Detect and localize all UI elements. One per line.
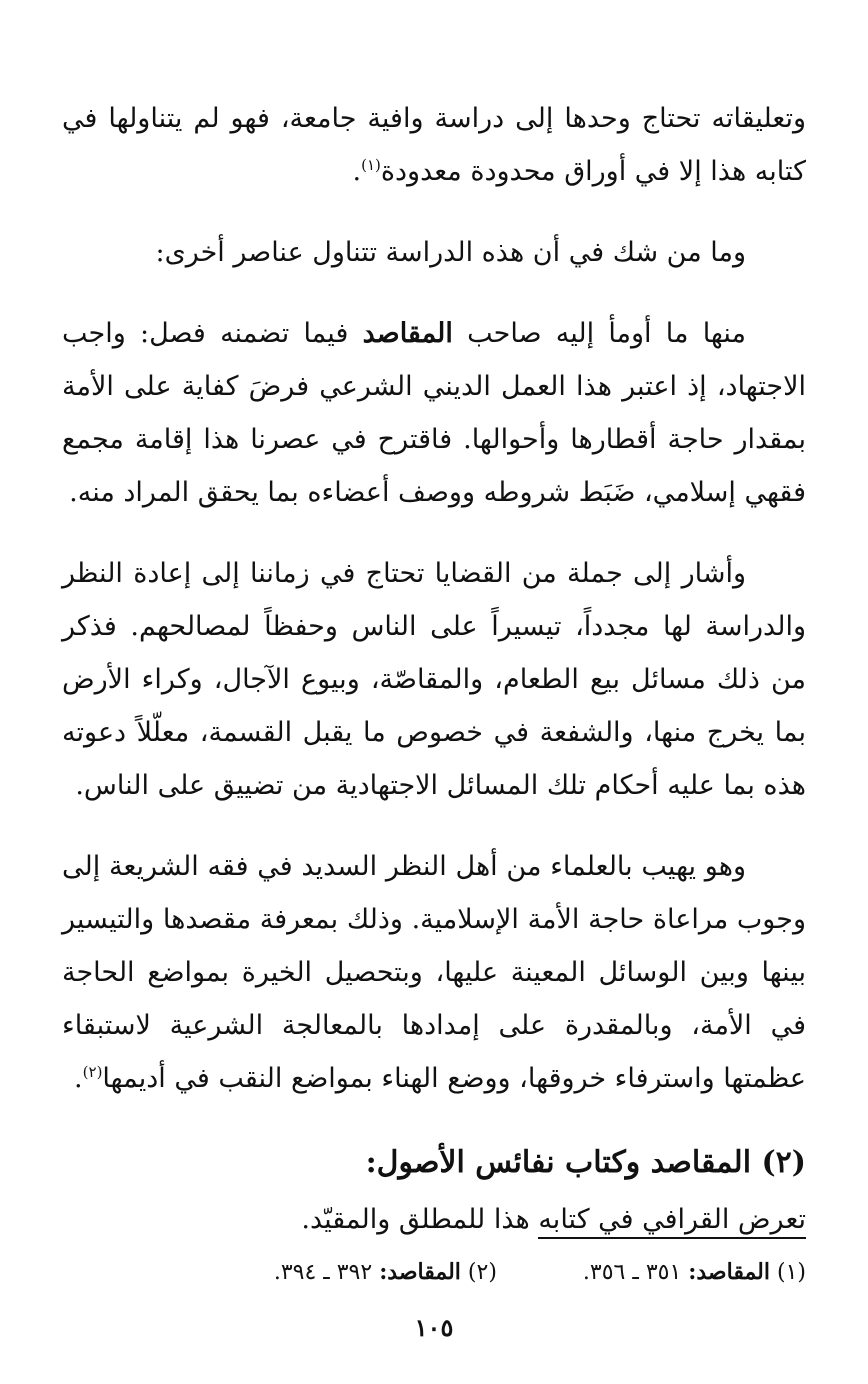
- paragraph-2-text: وما من شك في أن هذه الدراسة تتناول عناصر أخرى:: [155, 237, 746, 268]
- paragraph-5: [62, 840, 806, 1105]
- paragraph-4: [62, 547, 806, 812]
- page-body: [62, 92, 806, 1246]
- footnote-2: [274, 1252, 497, 1293]
- footnote-1: [583, 1252, 806, 1293]
- paragraph-5-text: وهو يهيب بالعلماء من أهل النظر السديد في فقه الشريعة إلى وجوب مراعاة حاجة الأمة الإسلامية. وذلك بمعرفة مقصدها والتيسير بينها وبين الوسائل المعينة عليها، وبتحصيل الخيرة بمواضع الحاجة في الأمة، وبالمقدرة على إمدادها بالمعالجة الشرعية لاستبقاء عظمتها واسترفاء خروقها، ووضع الهناء بمواضع النقب في أديمها: [62, 851, 806, 1094]
- paragraph-3-rest: فيما تضمنه فصل: واجب الاجتهاد، إذ اعتبر هذا العمل الديني الشرعي فرضَ كفاية على الأمة بمقدار حاجة أقطارها وأحوالها. فاقترح في عصرنا هذا إقامة مجمع فقهي إسلامي، ضَبَط شروطه ووصف أعضاءه بما يحقق المراد منه.: [62, 318, 806, 508]
- paragraph-3-bold-term: المقاصد: [362, 318, 453, 349]
- footnote-2-pages: ٣٩٢ ـ ٣٩٤.: [273, 1260, 373, 1285]
- page-number: ١٠٥: [414, 1313, 454, 1342]
- paragraph-1-end: .: [352, 156, 362, 187]
- paragraph-4-text: وأشار إلى جملة من القضايا تحتاج في زماننا إلى إعادة النظر والدراسة لها مجدداً، تيسيراً على الناس وحفظاً لمصالحهم. فذكر من ذلك مسائل بيع الطعام، والمقاصّة، وبيوع الآجال، وكراء الأرض بما يخرج منها، والشفعة في خصوص ما يقبل القسمة، معلّلاً دعوته هذه بما عليه أحكام تلك المسائل الاجتهادية من تضييق على الناس.: [62, 558, 806, 801]
- paragraph-1-text: وتعليقاته تحتاج وحدها إلى دراسة وافية جامعة، فهو لم يتناولها في كتابه هذا إلا في أوراق محدودة معدودة: [62, 103, 806, 187]
- paragraph-3: [62, 307, 806, 519]
- paragraph-1: [62, 92, 806, 198]
- footnote-1-pages: ٣٥١ ـ ٣٥٦.: [582, 1260, 682, 1285]
- paragraph-3-start: منها ما أومأ إليه صاحب: [467, 318, 746, 349]
- section-heading: (٢) المقاصد وكتاب نفائس الأصول:: [365, 1145, 806, 1180]
- paragraph-5-end: .: [74, 1063, 83, 1094]
- section-lead-text: تعرض القرافي في كتابه هذا للمطلق والمقيّد.: [301, 1204, 806, 1235]
- footnotes: [62, 1252, 806, 1293]
- footnote-1-number: (١): [776, 1260, 806, 1285]
- footnote-2-number: (٢): [467, 1260, 497, 1285]
- footnote-ref-2[interactable]: (٢): [82, 1063, 103, 1081]
- footnote-2-label: المقاصد:: [379, 1259, 461, 1285]
- footnote-divider: [538, 1237, 806, 1239]
- footnote-ref-1[interactable]: (١): [361, 156, 381, 174]
- paragraph-2: [62, 226, 806, 279]
- footnote-1-label: المقاصد:: [688, 1259, 770, 1285]
